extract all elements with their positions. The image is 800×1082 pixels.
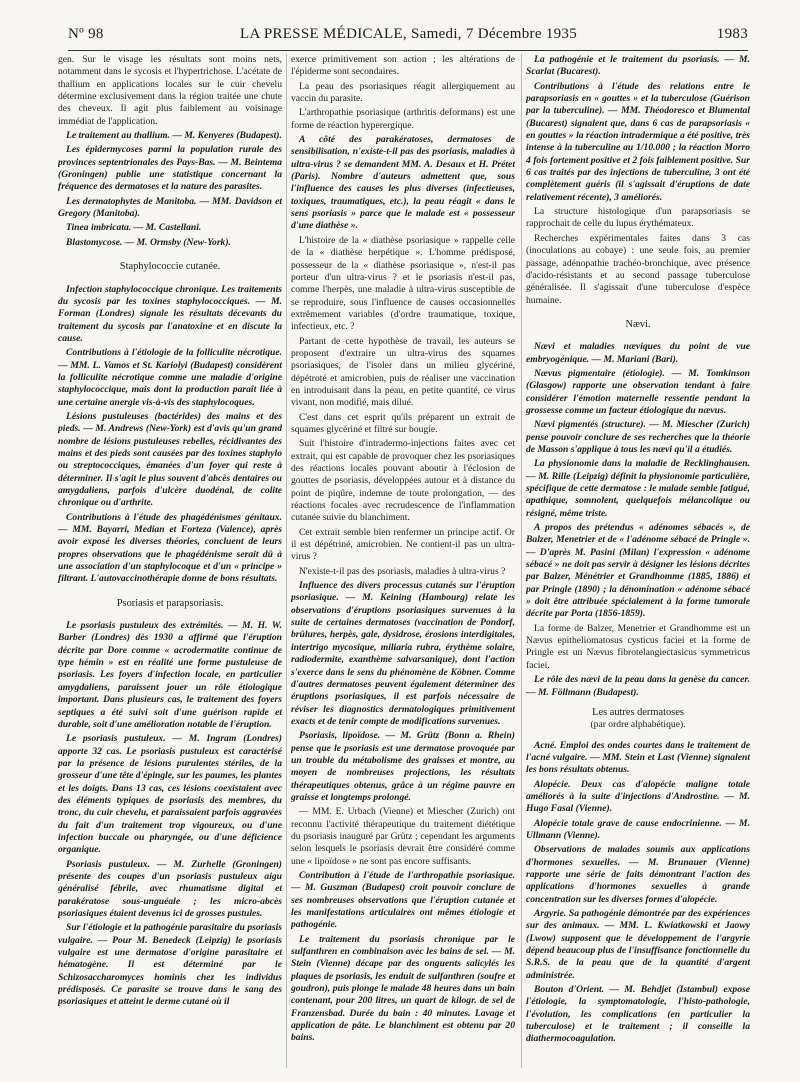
- paragraph: exerce primitivement son action ; les altérations de l'épiderme sont secondaires.: [291, 54, 515, 78]
- article-heading: Le traitement au thallium. — M. Kenyeres (Budapest).: [66, 130, 282, 142]
- article-heading: Contributions à l'étiologie de la folliculite nécrotique. — MM. L. Vamos et St. Kariolyi (Budapest) considèrent la folliculite nécrotique comme une maladie d'origine staphylococcique, mais dont la production paraît liée à une certaine anergie vis-à-vis des staphylocoques.: [58, 347, 282, 408]
- paragraph: N'existe-t-il pas des psoriasis, maladies à ultra-virus ?: [299, 565, 506, 577]
- article-heading: Nævi pigmentés (structure). — M. Miescher (Zurich) pense pouvoir conclure de ses recherches que la théorie de Masson s'applique à tous les nævi qu'il a étudiés.: [526, 419, 750, 455]
- article-heading: Contributions à l'étude des relations entre le parapsoriasis en « gouttes » et la tuberculose (Guérison par la tuberculine). — MM. Théodoresco et Blumental (Bucarest) signalent que, dans 6 cas de parapsoriasis « en gouttes » la réaction intradermique a été positive, très intense à la tuberculine au 1/10.000 ; la réaction Morro 4 fois fortement positive et 2 fois faiblement positive. Sur 6 cas traités par des injections de tuberculine, 3 ont été complètement guéris (il s'agissait d'éruptions de date relativement récente), 3 améliorés.: [526, 80, 750, 203]
- paragraph: La peau des psoriasiques réagit allergiquement au vaccin du parasite.: [291, 80, 515, 105]
- article-heading: Influence des divers processus cutanés sur l'éruption psoriasique. — M. Keining (Hambourg) relate les observations d'éruptions psoriasiques survenues à la suite de certaines dermatoses (vaccination de Pondorf, brûlures, herpès, gale, dysidrose, érosions interdigitales, intertrigo mycosique, miliaria rubra, érythème solaire, radiodermite, exanthème salvarsanique), dont l'action s'exerce dans le sens du phénomène de Köbner. Comme d'autres dermatoses peuvent également déterminer des éruptions psoriasiques, il est parfois nécessaire de réviser les diagnostics dermatologiques primitivement exacts et de tenir compte de modifications survenues.: [291, 580, 515, 727]
- article-heading: Lésions pustuleuses (bactérides) des mains et des pieds. — M. Andrews (New-York) est d'avis qu'un grand nombre de lésions pustuleuses rebelles, récidivantes des mains et des pieds sont causées par des toxines staphylo ou streptococciques, émanées d'un foyer qui reste à déterminer. Il s'agit le plus souvent d'abcès dentaires ou amygdaliens, parfois d'ulcère duodénal, de colite chronique ou d'arthrite.: [58, 410, 282, 509]
- paragraph: L'arthropathie psoriasique (arthritis deformans) est une forme de réaction hyperergique.: [291, 107, 515, 131]
- article-heading: Tinea imbricata. — M. Castellani.: [66, 222, 202, 234]
- paragraph: Recherches expérimentales faites dans 3 cas (inoculations au cobaye) : une seule fois, au premier passage, adénopathie trachéo-bronchique, avec présence d'acido-résistants et au second passage tuberculose généralisée. Il s'agissait d'une tuberculose d'espèce humaine.: [526, 232, 750, 306]
- journal-title: LA PRESSE MÉDICALE, Samedi, 7 Décembre 1935: [240, 26, 578, 42]
- article-heading: Contributions à l'étude des phagédénismes génitaux. — MM. Bayarri, Median et Forteza (Valence), après avoir exposé les diverses théories, concluent de leurs propres observations que le phagédénisme serait dû à une association d'un staphylocoque et d'un « principe » filtrant. L'autovaccinothérapie donne de bons résultats.: [58, 511, 282, 585]
- article-heading: La physionomie dans la maladie de Recklinghausen. — M. Rille (Leipzig) définit la physionomie particulière, spécifique de cette dermatose : le malade semble fatigué, apathique, somnolent, quelquefois mélancolique ou résigné, même triste.: [526, 458, 750, 519]
- article-heading: A côté des parakératoses, dermatoses de sensibilisation, n'existe-t-il pas des psoriasis, maladies à ultra-virus ? se demandent MM. A. Desaux et H. Prétet (Paris). Nombre d'auteurs admettent que, sous l'influence des causes les plus diverses (infectieuses, toxiques, traumatiques, etc.), la peau réagit « dans le sens psoriasis » parce que le malade est « possesseur d'une diathèse ».: [291, 134, 515, 232]
- article-heading: Les épidermycoses parmi la population rurale des provinces septentrionales des Pays-Bas. — M. Beintema (Groningen) publie une statistique concernant la fréquence des dermatoses et la nature des parasites.: [58, 144, 282, 193]
- article-heading: Psoriasis, lipoïdose. — M. Grütz (Bonn a. Rhein) pense que le psoriasis est une dermatose provoquée par un trouble du métabolisme des graisses et montre, au moyen de nombreuses projections, les résultats thérapeutiques obtenus, grâce à un régime pauvre en graisse et longtemps prolongé.: [291, 730, 515, 803]
- article-heading: Observations de malades soumis aux applications d'hormones sexuelles. — M. Brunauer (Vienne) rapporte une série de faits démontrant l'action des applications d'hormones sexuelles à grande concentration sur les diverses formes d'alopécie.: [526, 844, 750, 905]
- column-divider: [286, 54, 287, 1068]
- article-heading: Blastomycose. — M. Ormsby (New-York).: [66, 236, 231, 248]
- paragraph: Suit l'histoire d'intradermo-injections faites avec cet extrait, qui est capable de provoquer chez les psoriasiques des réactions locales pouvant aboutir à l'éclosion de gouttes de psoriasis, développées autour et à distance du point de piqûre, indemne de toute prolongation, — des réactions focales avec recrudescence de l'inflammation cutanée suivie du blanchiment.: [291, 438, 515, 524]
- article-heading: Le psoriasis pustuleux. — M. Ingram (Londres) apporte 32 cas. Le psoriasis pustuleux est caractérisé par la présence de lésions purulentes stériles, de la grosseur d'une tête d'épingle, sur les paumes, les plantes et les doigts. Dans 13 cas, ces lésions coexistaient avec des éléments typiques de psoriasis des membres, du tronc, du cuir chevelu, et paraissaient parfois aggravées du fait d'un traitement trop vigoureux, ou d'une infection buccale ou pharyngée, ou d'une déficience organique.: [58, 733, 282, 856]
- column-divider: [521, 54, 522, 1068]
- article-heading: Infection staphylococcique chronique. Les traitements du sycosis par les toxines staphylococciques. — M. Forman (Londres) signale les résultats décevants du traitement du sycosis par l'anatoxine et en discute la cause.: [58, 283, 282, 344]
- paragraph: La structure histologique d'un parapsoriasis se rapprochait de celle du lupus érythémateux.: [526, 206, 750, 230]
- article-heading: Nævus pigmentaire (étiologie). — M. Tomkinson (Glasgow) rapporte une observation tendant à faire considérer l'émotion maternelle ressentie pendant la grossesse comme un facteur étiologique du nævus.: [526, 367, 750, 416]
- column-middle: [291, 54, 515, 1068]
- column-right: [526, 54, 750, 1068]
- article-heading: Le traitement du psoriasis chronique par le sulfanthren en combinaison avec les bains de sel. — M. Stein (Vienne) décape par des onguents salicylés les plaques de psoriasis, les enduit de sulfanthren (soufre et goudron), puis plonge le malade 48 heures dans un bain contenant, pour 200 litres, un quart de kilogr. de sel de Franzensbad. Durée du bain : 40 minutes. Lavage et application de pâte. Le blanchiment est obtenu par 20 bains.: [291, 933, 515, 1044]
- issue-number: Nº 98: [68, 26, 104, 42]
- article-heading: Le psoriasis pustuleux des extrémités. — M. H. W. Barber (Londres) dès 1930 a affirmé que l'éruption décrite par Dore comme « acrodermatite continue de type hémin » est en réalité une forme pustuleuse de psoriasis. Les foyers d'infection locale, en particulier amygdaliens, paraissent jouer un rôle étiologique important. Dans plusieurs cas, le traitement des foyers septiques a été suivi soit d'une guérison rapide et durable, soit d'une amélioration notable de l'éruption.: [58, 620, 282, 730]
- paragraph: La forme de Balzer, Menetrier et Grandhomme est un Nævus epitheliomatosus cysticus faciei et la forme de Pringle est un Nævus fibrotelangiectasicus symmetricus faciei.: [526, 622, 750, 671]
- article-heading: Alopécie totale grave de cause endocrinienne. — M. Ullmann (Vienne).: [526, 817, 750, 841]
- article-heading: Le rôle des nævi de la peau dans la genèse du cancer. — M. Föllmann (Budapest).: [526, 674, 750, 698]
- article-heading: Psoriasis pustuleux. — M. Zurhelle (Groningen) présente des coupes d'un psoriasis pustuleux aigu généralisé fébrile, avec rhumatisme digital et parakératose sous-unguéale ; les micro-abcès psoriasiques étaient devenus ici de grosses pustules.: [58, 858, 282, 919]
- column-left: [58, 54, 282, 1068]
- article-heading: Nævi et maladies næviques du point de vue embryogénique. — M. Mariani (Bari).: [526, 341, 750, 365]
- article-heading: Bouton d'Orient. — M. Behdjet (Istambul) expose l'étiologie, la symptomatologie, l'histo-pathologie, l'évolution, les complications (en particulier la tuberculose) et le traitement ; il conseille la diathermocoagulation.: [526, 984, 750, 1045]
- section-title: Les autres dermatoses: [592, 706, 684, 718]
- section-title: Psoriasis et parapsoriasis.: [116, 597, 224, 609]
- paragraph: L'histoire de la « diathèse psoriasique » rappelle celle de la « diathèse herpétique ». L'homme prédisposé, possesseur de la « diathèse psoriasique », n'est-il pas porteur d'un ultra-virus ? et le psoriasis n'est-il pas, comme l'herpès, une maladie à ultra-virus susceptible de se reproduire, sous l'influence de causes occasionnelles extrêmement variables (d'ordre traumatique, toxique, infectieux, etc. ?: [291, 234, 515, 333]
- section-subtitle: (par ordre alphabétique).: [590, 719, 686, 731]
- article-heading: Contribution à l'étude de l'arthropathie psoriasique. — M. Guszman (Budapest) croit pouvoir conclure de ses nombreuses observations que l'éruption cutanée et les manifestations articulaires ont mêmes étiologie et pathogénie.: [291, 870, 515, 931]
- article-heading: Argyrie. Sa pathogénie démontrée par des expériences sur des animaux. — MM. L. Kwiatkowski et Jaowy (Lwow) supposent que le développement de l'argyrie dépend beaucoup plus de l'insuffisance fonctionnelle du S.R.S. de la peau que de la quantité d'argent administrée.: [526, 908, 750, 981]
- article-heading: La pathogénie et le traitement du psoriasis. — M. Scarlat (Bucarest).: [526, 54, 750, 78]
- paragraph: — MM. E. Urbach (Vienne) et Miescher (Zurich) ont reconnu l'activité thérapeutique du traitement diététique du psoriasis inauguré par Grütz ; cependant les arguments selon lesquels le psoriasis devrait être considéré comme une « lipoïdose » ne sont pas encore suffisants.: [291, 806, 515, 867]
- paragraph: Partant de cette hypothèse de travail, les auteurs se proposent d'extraire un ultra-virus des squames psoriasiques, de l'isoler dans un milieu glycériné, dépétroté et amicrobien, puis de réaliser une vaccination en introduisant dans la peau, en petite quantité, ce virus vivant, non modifié, mais dilué.: [291, 335, 515, 409]
- paragraph: gen. Sur le visage les résultats sont moins nets, notamment dans le sycosis et l'hypertrichose. L'acétate de thallium en applications locales sur le cuir chevelu détermine exclusivement dans la région traitée une chute des cheveux. Il agit plus faiblement au voisinage immédiat de l'application.: [58, 54, 282, 127]
- article-heading: Alopécie. Deux cas d'alopécie maligne totale améliorés à la suite d'injections d'Androstine. — M. Hugo Fasal (Vienne).: [526, 778, 750, 815]
- article-heading: A propos des prétendus « adénomes sébacés », de Balzer, Menetrier et de « l'adénome sébacé de Pringle ». — D'après M. Pasini (Milan) l'expression « adénome sébacé » ne doit pas servir à désigner les lésions décrites par Balzer, Ménétrier et Grandhomme (1885, 1886) et par Pringle (1890) ; la dénomination « adénome sébacé » doit être attribuée spécialement à la forme tumorale décrite par Porta (1856-1859).: [526, 522, 750, 620]
- page-header: [68, 26, 748, 48]
- article-heading: Sur l'étiologie et la pathogénie parasitaire du psoriasis vulgaire. — Pour M. Benedeck (Leipzig) le psoriasis vulgaire est une dermatose d'origine parasitaire et hématogène. Il est déterminé par le Schizosaccharomyces hominis chez les individus prédisposés. Ce parasite se trouve dans le sang des psoriasiques et atteint le derme cutané où il: [58, 922, 282, 1008]
- paragraph: Cet extrait semble bien renfermer un principe actif. Or il est dépétriné, amicrobien. Ne contient-il pas un ultra-virus ?: [291, 526, 515, 563]
- header-rule: [68, 50, 748, 51]
- section-title: Staphylococcie cutanée.: [119, 261, 221, 273]
- article-heading: Les dermatophytes de Manitoba. — MM. Davidson et Gregory (Manitoba).: [58, 195, 282, 220]
- article-heading: Acné. Emploi des ondes courtes dans le traitement de l'acné vulgaire. — MM. Stein et Last (Vienne) signalent les bons résultats obtenus.: [526, 739, 750, 776]
- paragraph: C'est dans cet esprit qu'ils préparent un extrait de squames glycériné et filtré sur bougie.: [291, 411, 515, 435]
- page-number: 1983: [716, 26, 748, 42]
- section-title: Nævi.: [625, 318, 651, 330]
